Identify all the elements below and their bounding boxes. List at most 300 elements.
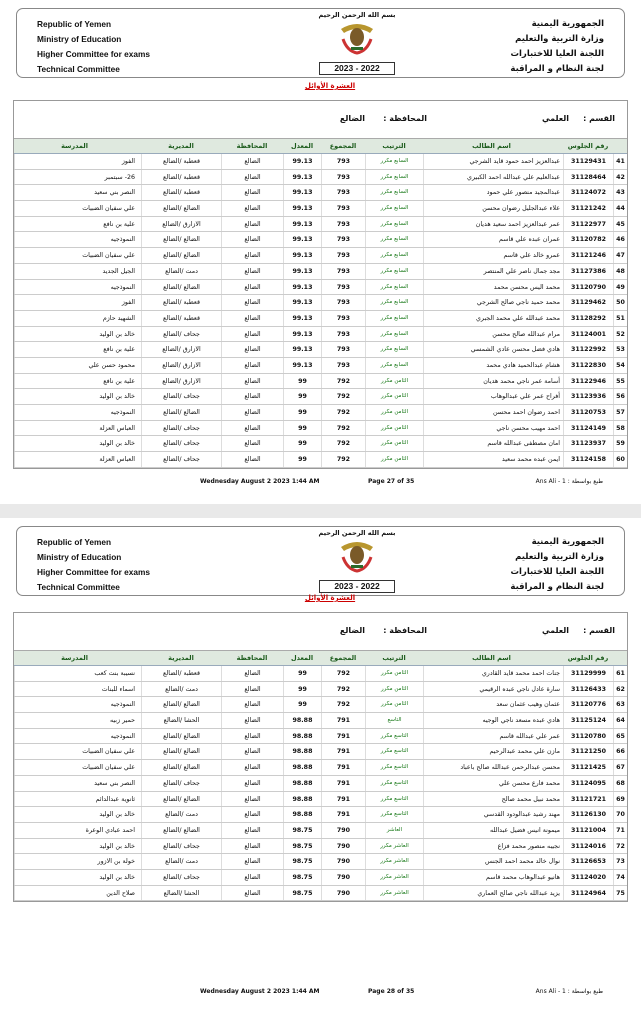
header-line: لجنة النظام و المراقبة	[510, 582, 604, 592]
seat-number-cell: 31127386	[563, 264, 613, 279]
rank-cell: العاشر مكرر	[365, 870, 423, 885]
district-cell: الضالع /الضالع	[141, 248, 221, 263]
table-row	[14, 154, 627, 170]
governorate-cell: الضالع	[221, 839, 283, 854]
seat-number-cell: 31123936	[563, 389, 613, 404]
seat-number-cell: 31124158	[563, 452, 613, 467]
total-cell: 791	[321, 729, 365, 744]
district-cell: جحاف /الضالع	[141, 327, 221, 342]
row-index-cell: 74	[613, 870, 627, 885]
table-row	[14, 452, 627, 468]
average-cell: 98.75	[283, 823, 321, 838]
yemen-emblem-icon	[337, 19, 377, 55]
student-name-cell: ايمن عبده محمد سعيد	[423, 452, 563, 467]
rank-cell: الثامن مكرر	[365, 436, 423, 451]
average-cell: 98.88	[283, 792, 321, 807]
rank-cell: السابع مكرر	[365, 295, 423, 310]
average-cell: 98.75	[283, 854, 321, 869]
table-body	[14, 666, 627, 901]
rank-cell: الثامن مكرر	[365, 452, 423, 467]
rank-cell: التاسع مكرر	[365, 760, 423, 775]
district-cell: دمت /الضالع	[141, 807, 221, 822]
seat-number-cell: 31121242	[563, 201, 613, 216]
average-cell: 98.75	[283, 886, 321, 901]
row-index-cell: 45	[613, 217, 627, 232]
average-cell: 98.88	[283, 729, 321, 744]
row-index-cell: 58	[613, 421, 627, 436]
table-row	[14, 682, 627, 698]
rank-cell: التاسع مكرر	[365, 807, 423, 822]
student-name-cell: جنات احمد محمد قايد القادري	[423, 666, 563, 681]
governorate-cell: الضالع	[221, 666, 283, 681]
row-index-cell: 51	[613, 311, 627, 326]
total-cell: 792	[321, 666, 365, 681]
school-cell: الجيل الجديد	[14, 264, 141, 279]
school-cell: اسماء للبنات	[14, 682, 141, 697]
student-name-cell: نوال خالد محمد احمد الجنس	[423, 854, 563, 869]
seat-number-cell: 31122977	[563, 217, 613, 232]
governorate-cell: الضالع	[221, 436, 283, 451]
seat-number-cell: 31120782	[563, 232, 613, 247]
seat-number-cell: 31124020	[563, 870, 613, 885]
table-row	[14, 405, 627, 421]
header-line: اللجنة العليا للاختبارات	[510, 49, 604, 59]
governorate-cell: الضالع	[221, 823, 283, 838]
row-index-cell: 65	[613, 729, 627, 744]
report-header	[16, 526, 625, 596]
seat-number-cell: 31125124	[563, 713, 613, 728]
table-row	[14, 729, 627, 745]
seat-number-cell: 31120790	[563, 280, 613, 295]
district-cell: الضالع /الضالع	[141, 729, 221, 744]
section-label: القسم :	[583, 626, 615, 635]
student-name-cell: احمد رضوان احمد محسن	[423, 405, 563, 420]
school-cell: علي سفيان الضبيات	[14, 744, 141, 759]
student-name-cell: أسامة عمر ناجي محمد هديان	[423, 374, 563, 389]
district-cell: الحشا /الضالع	[141, 713, 221, 728]
student-name-cell: عمر عبدالعزيز احمد سعيد هديان	[423, 217, 563, 232]
school-cell: احمد عبادي الوعرة	[14, 823, 141, 838]
school-cell: حمير زبيه	[14, 713, 141, 728]
district-cell: جحاف /الضالع	[141, 436, 221, 451]
school-cell: علية بن نافع	[14, 374, 141, 389]
governorate-cell: الضالع	[221, 327, 283, 342]
row-index-cell: 63	[613, 697, 627, 712]
table-row	[14, 217, 627, 233]
total-cell: 790	[321, 839, 365, 854]
total-cell: 791	[321, 792, 365, 807]
student-name-cell: محمد عبدالله علي محمد الجبري	[423, 311, 563, 326]
header-arabic	[510, 535, 604, 595]
seat-number-cell: 31121721	[563, 792, 613, 807]
table-row	[14, 185, 627, 201]
governorate-cell: الضالع	[221, 807, 283, 822]
student-name-cell: عبدالعزيز احمد حمود قايد الشرجي	[423, 154, 563, 169]
governorate-cell: الضالع	[221, 311, 283, 326]
table-header-row	[14, 651, 627, 666]
average-cell: 99.13	[283, 311, 321, 326]
seat-number-cell: 31124964	[563, 886, 613, 901]
student-name-cell: هانيو عبدالوهاب محمد قاسم	[423, 870, 563, 885]
total-cell: 792	[321, 682, 365, 697]
table-header-row	[14, 139, 627, 154]
governorate-cell: الضالع	[221, 154, 283, 169]
district-cell: قعطبة /الضالع	[141, 170, 221, 185]
governorate-cell: الضالع	[221, 232, 283, 247]
seat-number-cell: 31128464	[563, 170, 613, 185]
table-row	[14, 854, 627, 870]
average-cell: 99	[283, 405, 321, 420]
col-header: اسم الطالب	[472, 654, 511, 662]
total-cell: 792	[321, 697, 365, 712]
rank-cell: التاسع مكرر	[365, 792, 423, 807]
governorate-cell: الضالع	[221, 682, 283, 697]
school-cell: علي سفيان الضبيات	[14, 760, 141, 775]
district-cell: الضالع /الضالع	[141, 405, 221, 420]
col-header	[613, 651, 627, 665]
district-cell: الضالع /الضالع	[141, 232, 221, 247]
governorate-cell: الضالع	[221, 854, 283, 869]
total-cell: 793	[321, 154, 365, 169]
student-name-cell: محمد حميد ناجي صالح الشرجي	[423, 295, 563, 310]
rank-cell: التاسع مكرر	[365, 776, 423, 791]
total-cell: 791	[321, 713, 365, 728]
student-name-cell: عثمان وهيب عثمان سعد	[423, 697, 563, 712]
district-cell: جحاف /الضالع	[141, 776, 221, 791]
results-table	[13, 100, 628, 469]
average-cell: 98.75	[283, 839, 321, 854]
school-cell: خالد بن الوليد	[14, 839, 141, 854]
rank-cell: العاشر مكرر	[365, 886, 423, 901]
total-cell: 793	[321, 170, 365, 185]
row-index-cell: 73	[613, 854, 627, 869]
print-date: Wednesday August 2 2023 1:44 AM	[200, 988, 320, 995]
table-meta	[14, 613, 627, 651]
rank-cell: السابع مكرر	[365, 248, 423, 263]
district-cell: جحاف /الضالع	[141, 839, 221, 854]
rank-cell: الثامن مكرر	[365, 421, 423, 436]
table-row	[14, 311, 627, 327]
governorate-cell: الضالع	[221, 729, 283, 744]
row-index-cell: 75	[613, 886, 627, 901]
table-row	[14, 776, 627, 792]
col-header: المدرسة	[61, 142, 88, 150]
table-row	[14, 436, 627, 452]
row-index-cell: 44	[613, 201, 627, 216]
total-cell: 792	[321, 389, 365, 404]
district-cell: الضالع /الضالع	[141, 280, 221, 295]
school-cell: محمود حسن علي	[14, 358, 141, 373]
row-index-cell: 64	[613, 713, 627, 728]
total-cell: 791	[321, 807, 365, 822]
district-cell: دمت /الضالع	[141, 854, 221, 869]
district-cell: الضالع /الضالع	[141, 792, 221, 807]
school-cell: علي سفيان الضبيات	[14, 201, 141, 216]
page-number: Page 27 of 35	[368, 478, 415, 485]
governorate-cell: الضالع	[221, 389, 283, 404]
table-row	[14, 760, 627, 776]
report-page-2	[0, 518, 641, 1024]
rank-cell: السابع مكرر	[365, 311, 423, 326]
student-name-cell: عمرو خالد علي قاسم	[423, 248, 563, 263]
total-cell: 792	[321, 374, 365, 389]
row-index-cell: 66	[613, 744, 627, 759]
rank-cell: الثامن مكرر	[365, 666, 423, 681]
header-line: وزارة التربية والتعليم	[515, 34, 604, 44]
header-line: Higher Committee for exams	[37, 567, 150, 577]
rank-cell: الثامن مكرر	[365, 682, 423, 697]
row-index-cell: 46	[613, 232, 627, 247]
header-center	[307, 529, 407, 593]
rank-cell: السابع مكرر	[365, 170, 423, 185]
row-index-cell: 54	[613, 358, 627, 373]
row-index-cell: 67	[613, 760, 627, 775]
bismillah: بسم الله الرحمن الرحيم	[318, 11, 396, 19]
section-value: العلمي	[542, 114, 569, 123]
header-line: الجمهورية اليمنية	[531, 19, 604, 29]
student-name-cell: عبدالعليم علي عبدالله احمد الكبيري	[423, 170, 563, 185]
average-cell: 99	[283, 682, 321, 697]
governorate-cell: الضالع	[221, 264, 283, 279]
table-row	[14, 421, 627, 437]
col-header: المحافظة	[236, 654, 268, 662]
rank-cell: السابع مكرر	[365, 217, 423, 232]
average-cell: 99.13	[283, 327, 321, 342]
average-cell: 99.13	[283, 280, 321, 295]
governorate-cell: الضالع	[221, 421, 283, 436]
student-name-cell: هادي عبده مسعد ناجي الوجيه	[423, 713, 563, 728]
average-cell: 99	[283, 421, 321, 436]
governorate-cell: الضالع	[221, 713, 283, 728]
header-line: الجمهورية اليمنية	[531, 537, 604, 547]
school-cell: الفوز	[14, 295, 141, 310]
header-english	[37, 17, 150, 77]
district-cell: الضالع /الضالع	[141, 201, 221, 216]
seat-number-cell: 31128292	[563, 311, 613, 326]
total-cell: 790	[321, 823, 365, 838]
school-cell: خالد بن الوليد	[14, 436, 141, 451]
col-header: المديرية	[168, 142, 194, 150]
seat-number-cell: 31129999	[563, 666, 613, 681]
seat-number-cell: 31120780	[563, 729, 613, 744]
table-row	[14, 713, 627, 729]
student-name-cell: نجيبه منصور محمد فزاع	[423, 839, 563, 854]
governorate-label: المحافظة :	[383, 114, 427, 123]
table-row	[14, 374, 627, 390]
report-page-1	[0, 0, 641, 504]
row-index-cell: 43	[613, 185, 627, 200]
seat-number-cell: 31124149	[563, 421, 613, 436]
governorate-cell: الضالع	[221, 452, 283, 467]
header-line: Republic of Yemen	[37, 19, 112, 29]
total-cell: 793	[321, 185, 365, 200]
section-label: القسم :	[583, 114, 615, 123]
student-name-cell: مجد جمال ناصر علي المنتصر	[423, 264, 563, 279]
row-index-cell: 62	[613, 682, 627, 697]
header-line: Technical Committee	[37, 64, 120, 74]
student-name-cell: مرام عبدالله صالح محسن	[423, 327, 563, 342]
total-cell: 790	[321, 886, 365, 901]
total-cell: 791	[321, 760, 365, 775]
average-cell: 99.13	[283, 358, 321, 373]
average-cell: 98.75	[283, 870, 321, 885]
col-header: اسم الطالب	[472, 142, 511, 150]
governorate-cell: الضالع	[221, 744, 283, 759]
school-cell: النموذجيه	[14, 405, 141, 420]
row-index-cell: 57	[613, 405, 627, 420]
rank-cell: السابع مكرر	[365, 264, 423, 279]
school-cell: النموذجيه	[14, 280, 141, 295]
total-cell: 792	[321, 421, 365, 436]
student-name-cell: مازن علي محمد عبدالرحيم	[423, 744, 563, 759]
governorate-cell: الضالع	[221, 217, 283, 232]
header-line: Ministry of Education	[37, 552, 122, 562]
header-line: Ministry of Education	[37, 34, 122, 44]
district-cell: الازارق /الضالع	[141, 374, 221, 389]
col-header: المجموع	[329, 142, 357, 150]
school-cell: صلاح الدين	[14, 886, 141, 901]
col-header: رقم الجلوس	[567, 654, 609, 662]
table-row	[14, 666, 627, 682]
page-number: Page 28 of 35	[368, 988, 415, 995]
table-row	[14, 389, 627, 405]
district-cell: دمت /الضالع	[141, 264, 221, 279]
rank-cell: الثامن مكرر	[365, 697, 423, 712]
average-cell: 98.88	[283, 807, 321, 822]
average-cell: 99.13	[283, 232, 321, 247]
school-cell: خالد بن الوليد	[14, 870, 141, 885]
school-cell: النصر بني سعيد	[14, 776, 141, 791]
average-cell: 99.13	[283, 201, 321, 216]
average-cell: 99.13	[283, 170, 321, 185]
average-cell: 98.88	[283, 744, 321, 759]
total-cell: 793	[321, 280, 365, 295]
table-row	[14, 264, 627, 280]
rank-cell: السابع مكرر	[365, 232, 423, 247]
student-name-cell: يزيد عبدالله ناجي صالح العماري	[423, 886, 563, 901]
rank-cell: الثامن مكرر	[365, 389, 423, 404]
row-index-cell: 42	[613, 170, 627, 185]
governorate-cell: الضالع	[221, 280, 283, 295]
school-cell: علية بن نافع	[14, 342, 141, 357]
row-index-cell: 68	[613, 776, 627, 791]
student-name-cell: عبدالمجيد منصور علي حمود	[423, 185, 563, 200]
governorate-cell: الضالع	[221, 185, 283, 200]
total-cell: 793	[321, 248, 365, 263]
row-index-cell: 50	[613, 295, 627, 310]
student-name-cell: هشام عبدالحميد هادي محمد	[423, 358, 563, 373]
total-cell: 793	[321, 358, 365, 373]
district-cell: الضالع /الضالع	[141, 744, 221, 759]
governorate-cell: الضالع	[221, 342, 283, 357]
table-row	[14, 807, 627, 823]
governorate-cell: الضالع	[221, 374, 283, 389]
district-cell: الازارق /الضالع	[141, 342, 221, 357]
school-cell: نسيبة بنت كعب	[14, 666, 141, 681]
total-cell: 790	[321, 854, 365, 869]
student-name-cell: علاء عبدالجليل رضوان محسن	[423, 201, 563, 216]
header-line: وزارة التربية والتعليم	[515, 552, 604, 562]
average-cell: 99	[283, 389, 321, 404]
district-cell: قعطبة /الضالع	[141, 311, 221, 326]
table-row	[14, 823, 627, 839]
governorate-cell: الضالع	[221, 201, 283, 216]
seat-number-cell: 31129431	[563, 154, 613, 169]
student-name-cell: ميمونة انيس فضيل عبدالله	[423, 823, 563, 838]
district-cell: قعطبة /الضالع	[141, 295, 221, 310]
average-cell: 99	[283, 666, 321, 681]
district-cell: الازارق /الضالع	[141, 217, 221, 232]
average-cell: 99.13	[283, 185, 321, 200]
school-cell: العباس العزلة	[14, 452, 141, 467]
average-cell: 99	[283, 374, 321, 389]
total-cell: 792	[321, 405, 365, 420]
table-row	[14, 870, 627, 886]
seat-number-cell: 31126130	[563, 807, 613, 822]
table-body	[14, 154, 627, 468]
governorate-cell: الضالع	[221, 870, 283, 885]
district-cell: الحشا /الضالع	[141, 886, 221, 901]
seat-number-cell: 31121425	[563, 760, 613, 775]
seat-number-cell: 31129462	[563, 295, 613, 310]
governorate-cell: الضالع	[221, 697, 283, 712]
table-row	[14, 327, 627, 343]
rank-cell: السابع مكرر	[365, 358, 423, 373]
school-cell: العباس العزلة	[14, 421, 141, 436]
rank-cell: العاشر	[365, 823, 423, 838]
governorate-cell: الضالع	[221, 405, 283, 420]
total-cell: 793	[321, 264, 365, 279]
average-cell: 99	[283, 452, 321, 467]
row-index-cell: 60	[613, 452, 627, 467]
table-row	[14, 839, 627, 855]
row-index-cell: 53	[613, 342, 627, 357]
rank-cell: السابع مكرر	[365, 185, 423, 200]
bismillah: بسم الله الرحمن الرحيم	[318, 529, 396, 537]
col-header: المعدل	[290, 142, 314, 150]
governorate-cell: الضالع	[221, 248, 283, 263]
header-arabic	[510, 17, 604, 77]
rank-cell: السابع مكرر	[365, 201, 423, 216]
average-cell: 99.13	[283, 342, 321, 357]
header-line: Technical Committee	[37, 582, 120, 592]
header-line: Higher Committee for exams	[37, 49, 150, 59]
seat-number-cell: 31124001	[563, 327, 613, 342]
rank-cell: الثامن مكرر	[365, 374, 423, 389]
school-cell: خالد بن الوليد	[14, 327, 141, 342]
table-row	[14, 170, 627, 186]
seat-number-cell: 31122830	[563, 358, 613, 373]
district-cell: الضالع /الضالع	[141, 823, 221, 838]
rank-cell: التاسع مكرر	[365, 729, 423, 744]
print-date: Wednesday August 2 2023 1:44 AM	[200, 478, 320, 485]
district-cell: دمت /الضالع	[141, 682, 221, 697]
school-cell: 26- سبتمبر	[14, 170, 141, 185]
total-cell: 793	[321, 327, 365, 342]
student-name-cell: امان مصطفى عبدالله قاسم	[423, 436, 563, 451]
col-header: الترتيب	[382, 654, 406, 662]
governorate-label: المحافظة :	[383, 626, 427, 635]
rank-cell: السابع مكرر	[365, 280, 423, 295]
table-row	[14, 342, 627, 358]
governorate-cell: الضالع	[221, 886, 283, 901]
district-cell: الازارق /الضالع	[141, 358, 221, 373]
student-name-cell: محمد فارع محسن علي	[423, 776, 563, 791]
district-cell: الضالع /الضالع	[141, 760, 221, 775]
table-row	[14, 201, 627, 217]
col-header: رقم الجلوس	[567, 142, 609, 150]
governorate-cell: الضالع	[221, 760, 283, 775]
